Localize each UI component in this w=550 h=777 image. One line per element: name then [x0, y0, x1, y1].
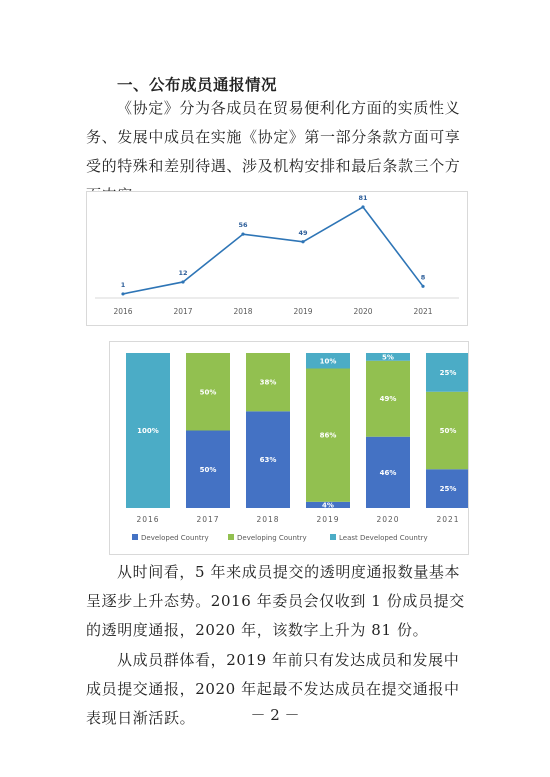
- x-tick-label: 2019: [316, 515, 340, 524]
- bar-value-label: 50%: [199, 388, 217, 397]
- data-point: [181, 280, 184, 283]
- data-label: 12: [178, 268, 188, 277]
- legend-label: Least Developed Country: [339, 534, 428, 542]
- legend-label: Developed Country: [141, 534, 209, 542]
- bar-value-label: 86%: [319, 431, 337, 440]
- bar-value-label: 46%: [379, 468, 397, 477]
- page-number: － 2 －: [250, 706, 300, 724]
- bar-value-label: 50%: [199, 465, 217, 474]
- x-tick-label: 2021: [413, 307, 433, 316]
- stacked-bar-chart: [110, 342, 468, 554]
- bar-value-label: 25%: [439, 368, 457, 377]
- intro-paragraph: 《协定》分为各成员在贸易便利化方面的实质性义务、发展中成员在实施《协定》第一部分条款方面可享受的特殊和差别待遇、涉及机构安排和最后条款三个方: [86, 99, 461, 175]
- x-tick-label: 2020: [353, 307, 373, 316]
- bar-value-label: 10%: [319, 357, 337, 366]
- x-tick-label: 2018: [233, 307, 253, 316]
- line-chart-container: [86, 191, 468, 326]
- bar-value-label: 100%: [137, 427, 159, 435]
- x-tick-label: 2016: [113, 307, 133, 316]
- data-point: [301, 240, 304, 243]
- member-group-paragraph: 从成员群体看，2019 年前只有发达成员和发展中成员提交通报，2020 年起最不发达成员在提交通报中表现日渐活跃。: [86, 651, 460, 727]
- data-point: [421, 285, 424, 288]
- bar-chart-container: [109, 341, 469, 555]
- bar-value-label: 50%: [439, 427, 457, 435]
- x-tick-label: 2016: [136, 515, 160, 524]
- legend-swatch: [228, 534, 234, 540]
- x-tick-label: 2019: [293, 307, 313, 316]
- data-label: 81: [358, 194, 368, 202]
- time-analysis-paragraph: 从时间看，5 年来成员提交的透明度通报数量基本呈逐步上升态势。2016 年委员会仅收到 1 份成员提交的透明度通报，2020 年，该数字上升为 81 份。: [86, 563, 465, 639]
- legend-swatch: [330, 534, 336, 540]
- data-point: [241, 233, 244, 236]
- bar-value-label: 5%: [382, 353, 394, 362]
- data-label: 56: [238, 221, 248, 230]
- legend-label: Developing Country: [237, 534, 307, 542]
- data-label: 1: [120, 280, 126, 289]
- bar-value-label: 25%: [439, 485, 457, 494]
- data-point: [361, 205, 364, 208]
- line-chart: [87, 192, 467, 325]
- data-label: 49: [298, 228, 308, 237]
- bar-value-label: 63%: [259, 456, 277, 465]
- x-tick-label: 2017: [196, 515, 220, 524]
- section-heading: 一、公布成员通报情况: [117, 76, 278, 94]
- x-tick-label: 2021: [436, 515, 460, 524]
- x-tick-label: 2020: [376, 515, 400, 524]
- bar-value-label: 49%: [379, 395, 397, 404]
- x-tick-label: 2017: [173, 307, 193, 316]
- data-label: 8: [420, 273, 426, 282]
- data-point: [121, 292, 124, 295]
- x-tick-label: 2018: [256, 515, 280, 524]
- legend-swatch: [132, 534, 138, 540]
- bar-value-label: 4%: [322, 501, 334, 510]
- bar-value-label: 38%: [259, 378, 277, 387]
- series-line: [120, 207, 423, 294]
